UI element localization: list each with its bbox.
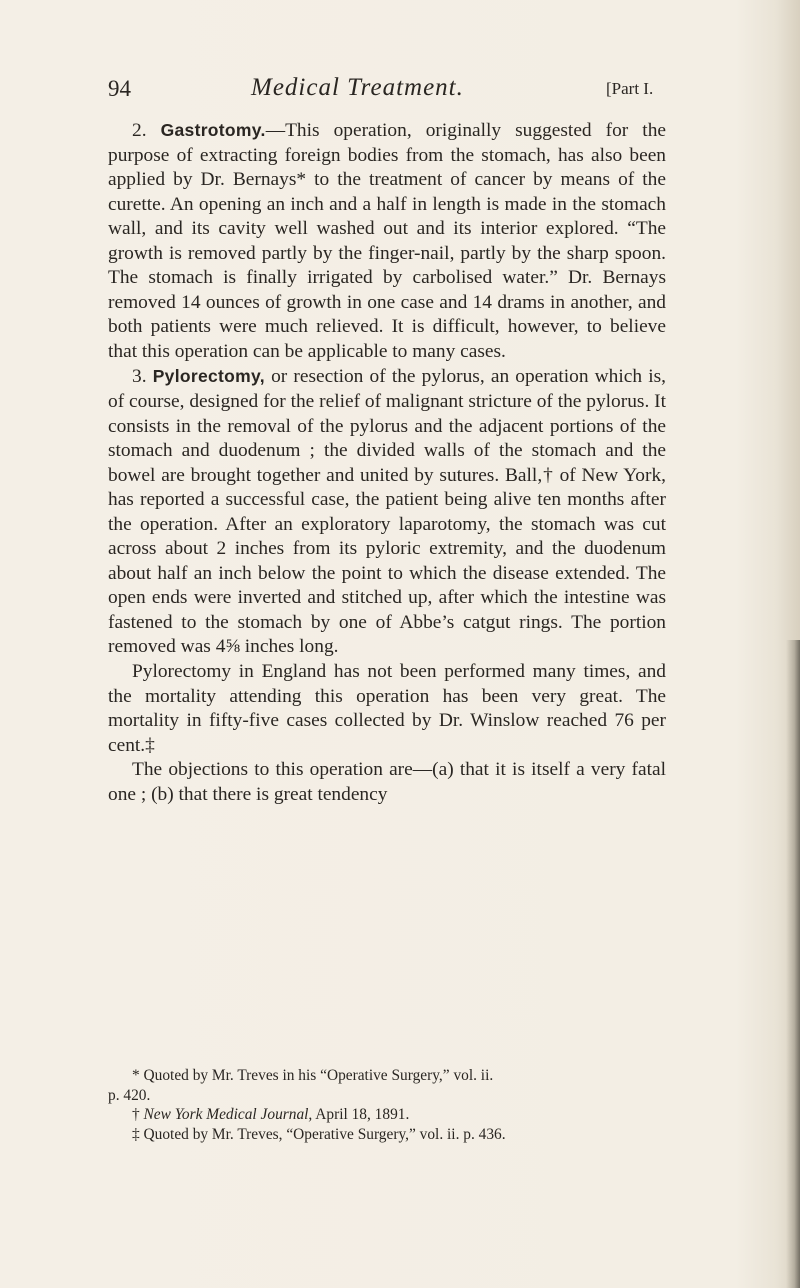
footnote-2	[108, 1105, 666, 1125]
section-heading-pylorectomy: Pylorectomy,	[152, 366, 265, 387]
section-number: 2.	[132, 120, 147, 141]
running-title: Medical Treatment.	[251, 74, 464, 101]
footnote-2-date: April 18, 1891.	[312, 1106, 410, 1123]
footnote-2-mark: †	[132, 1106, 144, 1123]
paragraph-england: Pylorectomy in England has not been performed many times, and the mortality attending this operation has been very great. The mortality in fifty-five cases collected by Dr. Winslow reached 76 per cent.‡	[108, 661, 666, 756]
footnotes	[108, 1066, 666, 1144]
page-header	[108, 76, 668, 110]
paragraph-pylorectomy	[108, 364, 666, 660]
part-label: [Part I.	[606, 79, 654, 98]
page-number: 94	[108, 76, 131, 101]
footnote-1-continued: p. 420.	[108, 1086, 151, 1104]
footnote-1: * Quoted by Mr. Treves in his “Operative Surgery,” vol. ii.	[132, 1067, 494, 1084]
section-heading-gastrotomy: Gastrotomy.	[160, 120, 266, 140]
page-edge-shadow	[786, 640, 800, 1288]
section-number: 3.	[132, 366, 147, 388]
paragraph-text: or resection of the pylorus, an operation which is, of course, designed for the relief of malignant stricture of the pylorus. It consists in the removal of the pylorus and the adjacent portions of the stomach and duodenum ; the divided walls of the stomach and the bowel are brought together and united by sutures. Ball,† of New York, has reported a successful case, the patient being alive ten months after the operation. After an exploratory laparotomy, the stomach was cut across about 2 inches from its pyloric extremity, and the duodenum about half an inch below the point to which the disease extended. The open ends were inverted and stitched up, after which the intestine was fastened to the stomach by one of Abbe’s catgut rings. The portion removed was 4⅝ inches long.	[108, 366, 666, 658]
footnote-3: ‡ Quoted by Mr. Treves, “Operative Surgery,” vol. ii. p. 436.	[132, 1125, 506, 1143]
body-text	[108, 118, 666, 807]
footnote-2-journal: New York Medical Journal,	[143, 1106, 313, 1123]
paragraph-text: —This operation, originally suggested for the purpose of extracting foreign bodies from the stomach, has also been applied by Dr. Bernays* to the treatment of cancer by means of the curette. An opening an inch and a half in length is made in the stomach wall, and its cavity well washed out and its interior explored. “The growth is removed partly by the finger-nail, partly by the sharp spoon. The stomach is finally irrigated by carbolised water.” Dr. Bernays removed 14 ounces of growth in one case and 14 drams in another, and both patients were much relieved. It is difficult, however, to believe that this operation can be applicable to many cases.	[108, 120, 666, 362]
paragraph-gastrotomy	[108, 118, 666, 364]
paragraph-objections: The objections to this operation are—(a) that it is itself a very fatal one ; (b) that there is great tendency	[108, 759, 666, 805]
